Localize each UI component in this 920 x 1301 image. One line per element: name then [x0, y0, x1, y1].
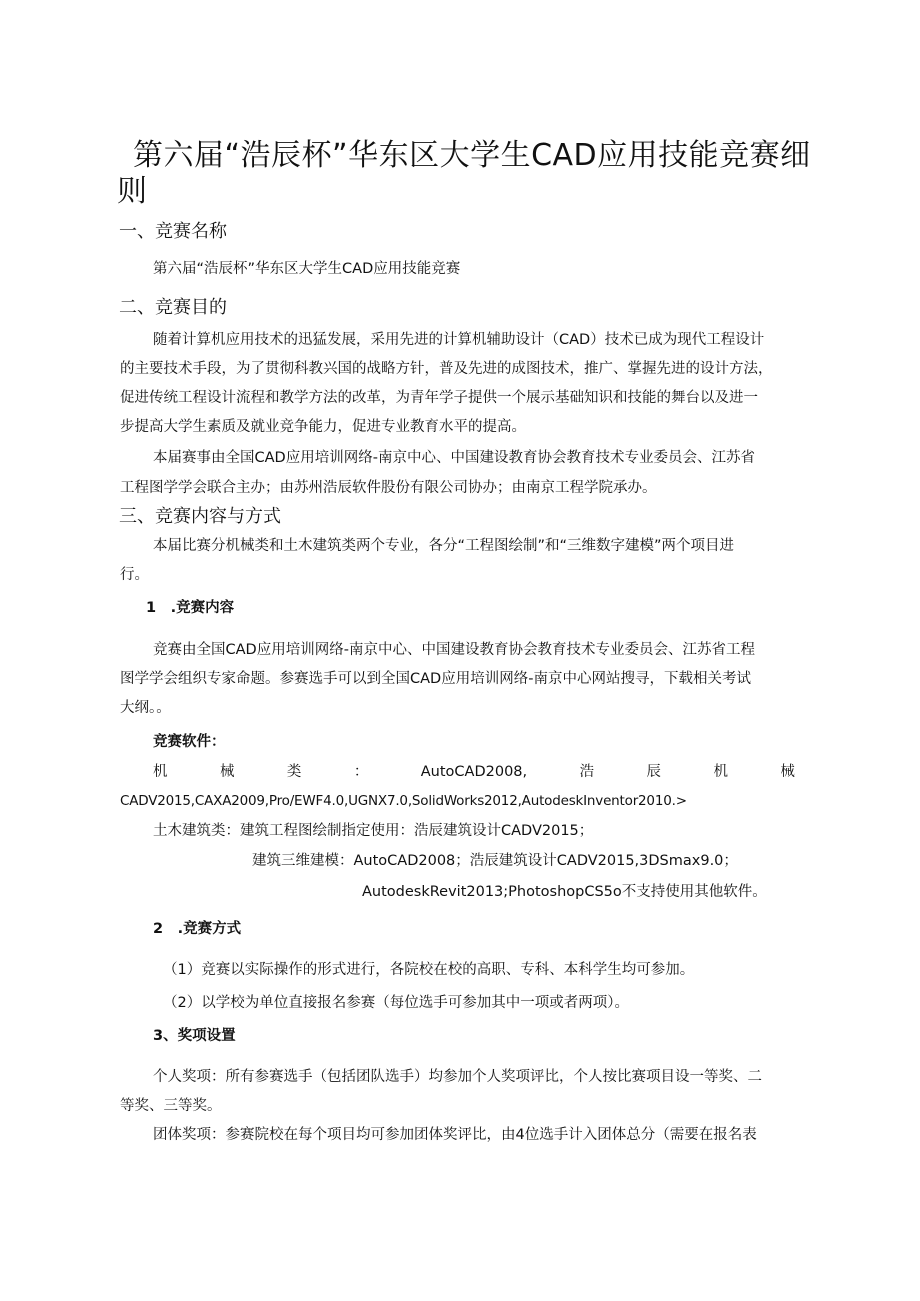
word: 械	[780, 764, 795, 780]
word: 浩	[579, 764, 595, 780]
word: 械	[219, 764, 235, 780]
method-item-2: （2）以学校为单位直接报名参赛（每位选手可参加其中一项或者两项）。	[163, 995, 629, 1011]
word: 机	[153, 764, 168, 780]
section-heading-purpose: 二、竞赛目的	[119, 297, 227, 318]
paragraph-line: 促进传统工程设计流程和教学方法的改革，为青年学子提供一个展示基础知识和技能的舞台以及进一	[120, 390, 758, 406]
section-heading-content: 三、竞赛内容与方式	[119, 506, 281, 527]
competition-name-text: 第六届“浩辰杯”华东区大学生CAD应用技能竞赛	[153, 261, 461, 277]
doc-title-line1: 第六届“浩辰杯”华东区大学生CAD应用技能竞赛细	[133, 138, 811, 173]
paragraph-line: 个人奖项：所有参赛选手（包括团队选手）均参加个人奖项评比，个人按比赛项目设一等奖、二	[153, 1069, 762, 1085]
paragraph-line: 竞赛由全国CAD应用培训网络-南京中心、中国建设教育协会教育技术专业委员会、江苏省工程	[153, 642, 755, 658]
word: 机	[713, 764, 728, 780]
paragraph-line: 本届比赛分机械类和土木建筑类两个专业，各分“工程图绘制”和“三维数字建模”两个项目进	[153, 538, 735, 554]
paragraph-line: 团体奖项：参赛院校在每个项目均可参加团体奖评比，由4位选手计入团体总分（需要在报名表	[153, 1127, 757, 1143]
word: AutoCAD2008,	[420, 764, 528, 780]
mech-software-line	[153, 761, 795, 783]
civil-software-line1: 土木建筑类：建筑工程图绘制指定使用：浩辰建筑设计CADV2015；	[153, 823, 594, 839]
civil-software-line3: AutodeskRevit2013;PhotoshopCS5o不支持使用其他软件。	[362, 884, 767, 900]
method-item-1: （1）竞赛以实际操作的形式进行，各院校在校的高职、专科、本科学生均可参加。	[163, 962, 695, 978]
paragraph-line: 等奖、三等奖。	[120, 1098, 222, 1114]
subheading-awards: 3、奖项设置	[153, 1028, 236, 1044]
word: 辰	[646, 764, 662, 780]
subheading-method: 2 .竞赛方式	[153, 921, 242, 937]
paragraph-line: 行。	[120, 567, 149, 583]
paragraph-line: 工程图学学会联合主办；由苏州浩辰软件股份有限公司协办；由南京工程学院承办。	[120, 480, 657, 496]
paragraph-line: 步提高大学生素质及就业竞争能力，促进专业教育水平的提高。	[120, 419, 526, 435]
doc-title-line2: 则	[117, 174, 148, 209]
section-heading-name: 一、竞赛名称	[119, 221, 227, 242]
word: ：	[353, 764, 369, 780]
word: 类	[286, 764, 302, 780]
paragraph-line: 随着计算机应用技术的迅猛发展，采用先进的计算机辅助设计（CAD）技术已成为现代工程设计	[153, 332, 765, 348]
paragraph-line: 的主要技术手段，为了贯彻科教兴国的战略方针，普及先进的成图技术，推广、掌握先进的设计方法，	[120, 361, 773, 377]
mech-software-line2: CADV2015,CAXA2009,Pro/EWF4.0,UGNX7.0,SolidWorks2012,AutodeskInventor2010.>	[120, 793, 687, 809]
subheading-content: 1 .竞赛内容	[146, 600, 235, 616]
paragraph-line: 大纲。。	[120, 700, 171, 716]
civil-software-line2: 建筑三维建模：AutoCAD2008；浩辰建筑设计CADV2015,3DSmax9.0；	[252, 853, 738, 869]
software-label: 竞赛软件：	[153, 734, 226, 750]
paragraph-line: 本届赛事由全国CAD应用培训网络-南京中心、中国建设教育协会教育技术专业委员会、江苏省	[153, 450, 755, 466]
paragraph-line: 图学学会组织专家命题。参赛选手可以到全国CAD应用培训网络-南京中心网站搜寻，下载相关考试	[120, 671, 751, 687]
